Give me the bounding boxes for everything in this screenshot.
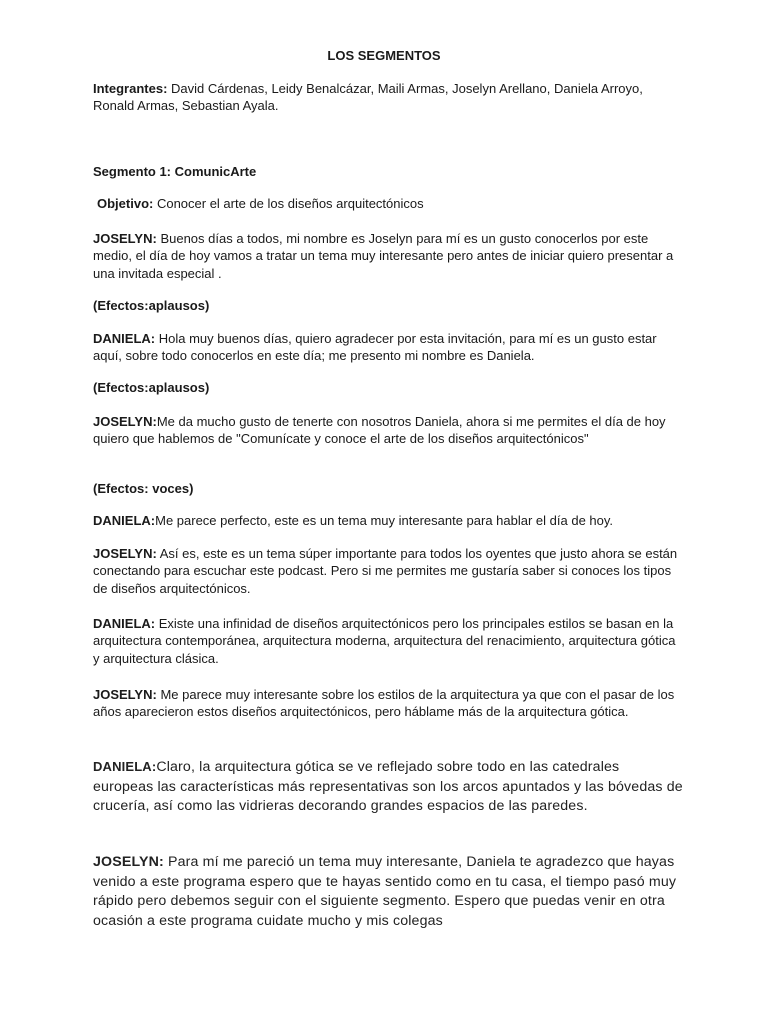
dialogue-line [93,330,683,365]
speaker-label: DANIELA: [93,513,156,528]
dialogue-text: Hola muy buenos días, quiero agradecer por esta invitación, para mí es un gusto estar aquí, sobre todo conocerlos en este día; me presento mi nombre es Daniela. [93,331,657,364]
speaker-label: DANIELA: [93,616,156,631]
dialogue-line [93,615,683,667]
dialogue-line [93,757,683,817]
document-title: LOS SEGMENTOS [327,48,441,63]
speaker-label: JOSELYN: [93,546,157,561]
speaker-label: DANIELA: [93,759,157,774]
dialogue-line [93,512,683,529]
segment-heading: Segmento 1: ComunicArte [93,164,257,179]
integrantes-paragraph [93,80,683,115]
speaker-label: DANIELA: [93,331,156,346]
dialogue-text: Me parece muy interesante sobre los estilos de la arquitectura ya que con el pasar de los años aparecieron estos diseños arquitectónicos, pero háblame más de la arquitectura gótica. [93,687,675,720]
objetivo-paragraph [97,195,687,212]
objetivo-text: Conocer el arte de los diseños arquitectónicos [153,196,424,211]
dialogue-line [93,686,683,721]
objetivo-label: Objetivo: [97,196,154,211]
dialogue-line [93,230,683,282]
integrantes-label: Integrantes: [93,81,168,96]
sound-effect: (Efectos: voces) [93,481,194,496]
dialogue-text: Me parece perfecto, este es un tema muy interesante para hablar el día de hoy. [155,513,614,528]
dialogue-text: Existe una infinidad de diseños arquitectónicos pero los principales estilos se basan en la arquitectura contemporánea, arquitectura moderna, arquitectura del renacimiento, arquitectura gótica y arquitectura clásica. [93,616,676,666]
dialogue-text: Así es, este es un tema súper importante para todos los oyentes que justo ahora se están conectando para escuchar este podcast. Pero si me permites me gustaría saber si conoces los tipos de diseños arquitectónicos. [93,546,678,596]
speaker-label: JOSELYN: [93,687,157,702]
dialogue-text: Buenos días a todos, mi nombre es Joselyn para mí es un gusto conocerlos por este medio, el día de hoy vamos a tratar un tema muy interesante pero antes de iniciar quiero presentar a una invitada especial . [93,231,674,281]
dialogue-text: Para mí me pareció un tema muy interesante, Daniela te agradezco que hayas venido a este programa espero que te hayas sentido como en tu casa, el tiempo pasó muy rápido pero debemos seguir con el siguiente segmento. Espero que puedas venir en otra ocasión a este programa cuidate mucho y mis colegas [93,854,677,929]
dialogue-line [93,413,683,448]
dialogue-text: Claro, la arquitectura gótica se ve reflejado sobre todo en las catedrales europeas las características más representativas son los arcos apuntados y las bóvedas de crucería, así como las vidrieras decorando grandes espacios de las paredes. [93,759,683,814]
sound-effect: (Efectos:aplausos) [93,380,210,395]
speaker-label: JOSELYN: [93,414,157,429]
dialogue-line [93,545,683,597]
integrantes-text: David Cárdenas, Leidy Benalcázar, Maili Armas, Joselyn Arellano, Daniela Arroyo, Ronald Armas, Sebastian Ayala. [93,81,643,114]
dialogue-line [93,853,683,931]
speaker-label: JOSELYN: [93,854,164,870]
speaker-label: JOSELYN: [93,231,157,246]
sound-effect: (Efectos:aplausos) [93,298,210,313]
dialogue-text: Me da mucho gusto de tenerte con nosotros Daniela, ahora si me permites el día de hoy quiero que hablemos de "Comunícate y conoce el arte de los diseños arquitectónicos" [93,414,666,447]
